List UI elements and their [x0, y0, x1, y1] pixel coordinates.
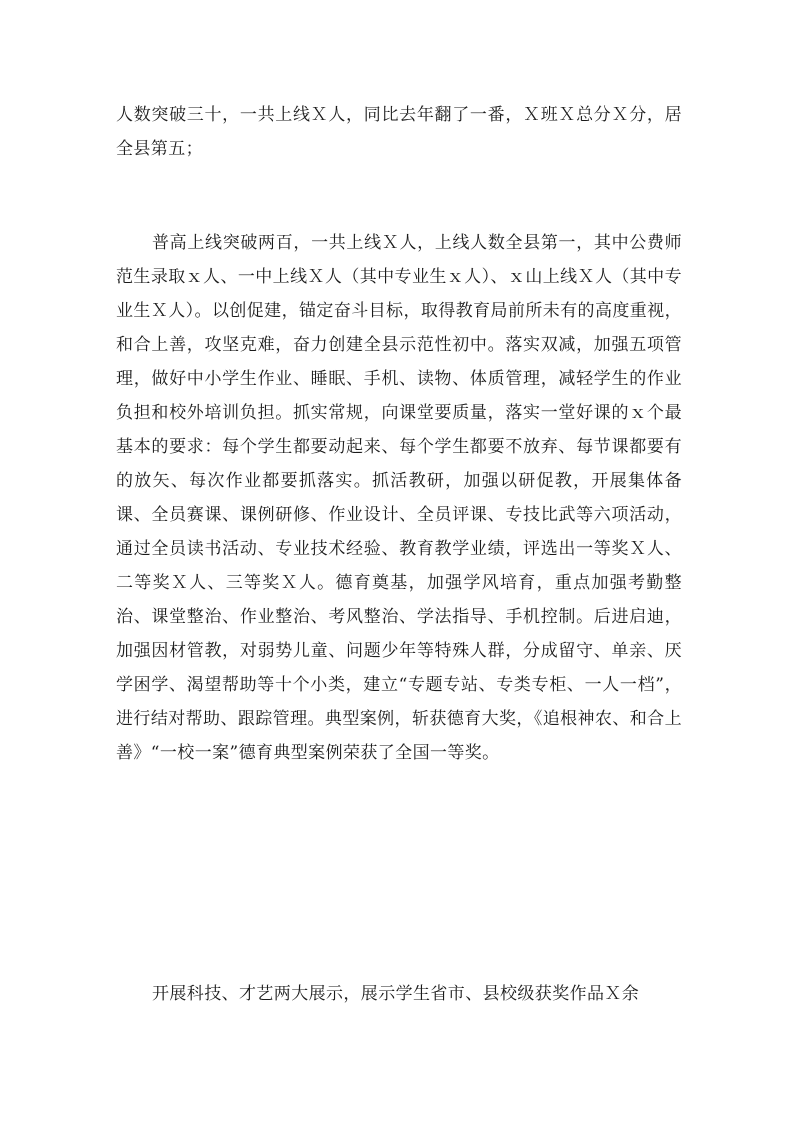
paragraph-continuation: 人数突破三十，一共上线Ｘ人，同比去年翻了一番，Ｘ班Ｘ总分Ｘ分，居全县第五；: [116, 105, 682, 159]
paragraph-exhibitions: 开展科技、才艺两大展示，展示学生省市、县校级获奖作品Ｘ余: [152, 984, 640, 1004]
paragraph-achievements: 普高上线突破两百，一共上线Ｘ人，上线人数全县第一，其中公费师范生录取ｘ人、一中上线Ｘ人（其中专业生ｘ人）、ｘ山上线Ｘ人（其中专业生Ｘ人）。以创促建，锚定奋斗目标，取得教育局前所未有的高度重视，和合上善，攻坚克难，奋力创建全县示范性初中。落实双减，加强五项管理，做好中小学生作业、睡眠、手机、读物、体质管理，减轻学生的作业负担和校外培训负担。抓实常规，向课堂要质量，落实一堂好课的ｘ个最基本的要求：每个学生都要动起来、每个学生都要不放弃、每节课都要有的放矢、每次作业都要抓落实。抓活教研，加强以研促教，开展集体备课、全员赛课、课例研修、作业设计、全员评课、专技比武等六项活动，通过全员读书活动、专业技术经验、教育教学业绩，评选出一等奖Ｘ人、二等奖Ｘ人、三等奖Ｘ人。德育奠基，加强学风培育，重点加强考勤整治、课堂整治、作业整治、考风整治、学法指导、手机控制。后进启迪，加强因材管教，对弱势儿童、问题少年等特殊人群，分成留守、单亲、厌学困学、渴望帮助等十个小类，建立“专题专站、专类专柜、一人一档”，进行结对帮助、跟踪管理。典型案例，斩获德育大奖，《追根神农、和合上善》“一校一案”德育典型案例荣获了全国一等奖。: [116, 233, 682, 763]
